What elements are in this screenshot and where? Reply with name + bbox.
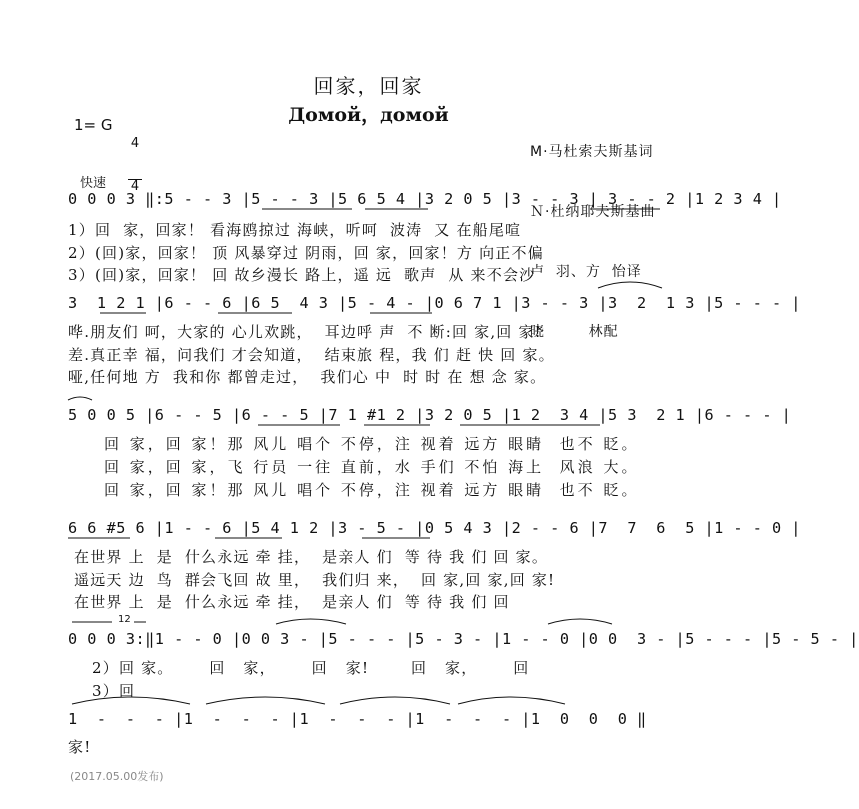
slur-tie [598,282,662,288]
staff-notes-line: 1 - - - |1 - - - |1 - - - |1 - - - |1 0 0 0 ‖ [68,710,647,728]
lyric-line-verse-1: 回 家，回 家！那 风儿 唱个 不停，注 视着 远方 眼睛 也不 眨。 [104,435,640,453]
credit-translators: 卢 羽、方 怡译 [530,264,642,280]
slur-tie [72,697,190,704]
staff-notes-line: 0 0 0 3:‖1 - - 0 |0 0 3 - |5 - - - |5 - 3 - |1 - - 0 |0 0 3 - |5 - - - |5 - 5 - | [68,630,859,648]
volta-label: 12 [118,614,131,625]
tempo-marking: 快速 [80,176,107,191]
lyric-line-verse-2: 2）回 家。 回 家， 回 家! 回 家， 回 [92,659,530,677]
lyric-line-verse-2: 2）(回)家，回家！ 顶 风暴穿过 阴雨，回 家，回家！方 向正不偏 [68,244,544,262]
lyric-line-verse-1: 在世界 上 是 什么永远 牵 挂， 是亲人 们 等 待 我 们 回 家。 [74,548,549,566]
lyric-line-verse-1: 1）回 家，回家！ 看海鸥掠过 海峡，听呵 波涛 又 在船尾喧 [68,221,522,239]
slur-tie [458,697,565,704]
staff-notes-line: 3 1 2 1 |6 - - 6 |6 5 4 3 |5 - 4 - |0 6 7 1 |3 - - 3 |3 2 1 3 |5 - - - | [68,294,801,312]
lyric-line-verse-3: 在世界 上 是 什么永远 牵 挂， 是亲人 们 等 待 我 们 回 [74,593,510,611]
publish-note: (2017.05.00发布) [70,770,164,783]
staff-notes-line: 6 6 #5 6 |1 - - 6 |5 4 1 2 |3 - 5 - |0 5 4 3 |2 - - 6 |7 7 6 5 |1 - - 0 | [68,519,801,537]
slur-tie [548,619,612,624]
lyric-line-final: 家! [68,738,92,756]
credit-composer: Ｎ·杜纳耶夫斯基曲 [530,204,656,220]
time-signature-bottom: 4 [128,179,142,194]
slur-tie [68,397,92,400]
lyric-line-verse-2: 回 家，回 家，飞 行员 一往 直前，水 手们 不怕 海上 风浪 大。 [104,458,640,476]
slur-tie [340,697,450,704]
time-signature-top: 4 [130,136,140,151]
lyric-line-verse-3: 回 家，回 家！那 风儿 唱个 不停，注 视着 远方 眼睛 也不 眨。 [104,481,640,499]
lyric-line-verse-3: 3）回 [92,682,136,700]
lyric-line-verse-3: 3）(回)家，回家！ 回 故乡漫长 路上，遥 远 歌声 从 来不会沙 [68,266,536,284]
credit-arranger: 晓 林配 [530,324,619,340]
staff-notes-line: 0 0 0 3 ‖:5 - - 3 |5 - - 3 |5 6 5 4 |3 2 0 5 |3 - - 3 | 3 - - 2 |1 2 3 4 | [68,190,782,208]
song-title: 回家，回家 [313,74,424,98]
slur-tie [276,619,346,624]
slur-tie [206,697,325,704]
lyric-line-verse-1: 哗.朋友们 呵，大家的 心儿欢跳， 耳边呼 声 不 断:回 家,回 家! [68,323,542,341]
staff-notes-line: 5 0 0 5 |6 - - 5 |6 - - 5 |7 1 #1 2 |3 2 0 5 |1 2 3 4 |5 3 2 1 |6 - - - | [68,406,792,424]
song-subtitle-russian: Домой，домой [288,104,449,126]
credit-lyricist: М·马杜索夫斯基词 [530,144,654,160]
lyric-line-verse-2: 差.真正幸 福，问我们 才会知道， 结束旅 程，我 们 赶 快 回 家。 [68,346,555,364]
lyric-line-verse-3: 哑,任何地 方 我和你 都曾走过， 我们心 中 时 时 在 想 念 家。 [68,368,547,386]
key-signature: 1= G [74,116,113,134]
lyric-line-verse-2: 遥远天 边 鸟 群会飞回 故 里， 我们归 来， 回 家,回 家,回 家! [74,571,556,589]
